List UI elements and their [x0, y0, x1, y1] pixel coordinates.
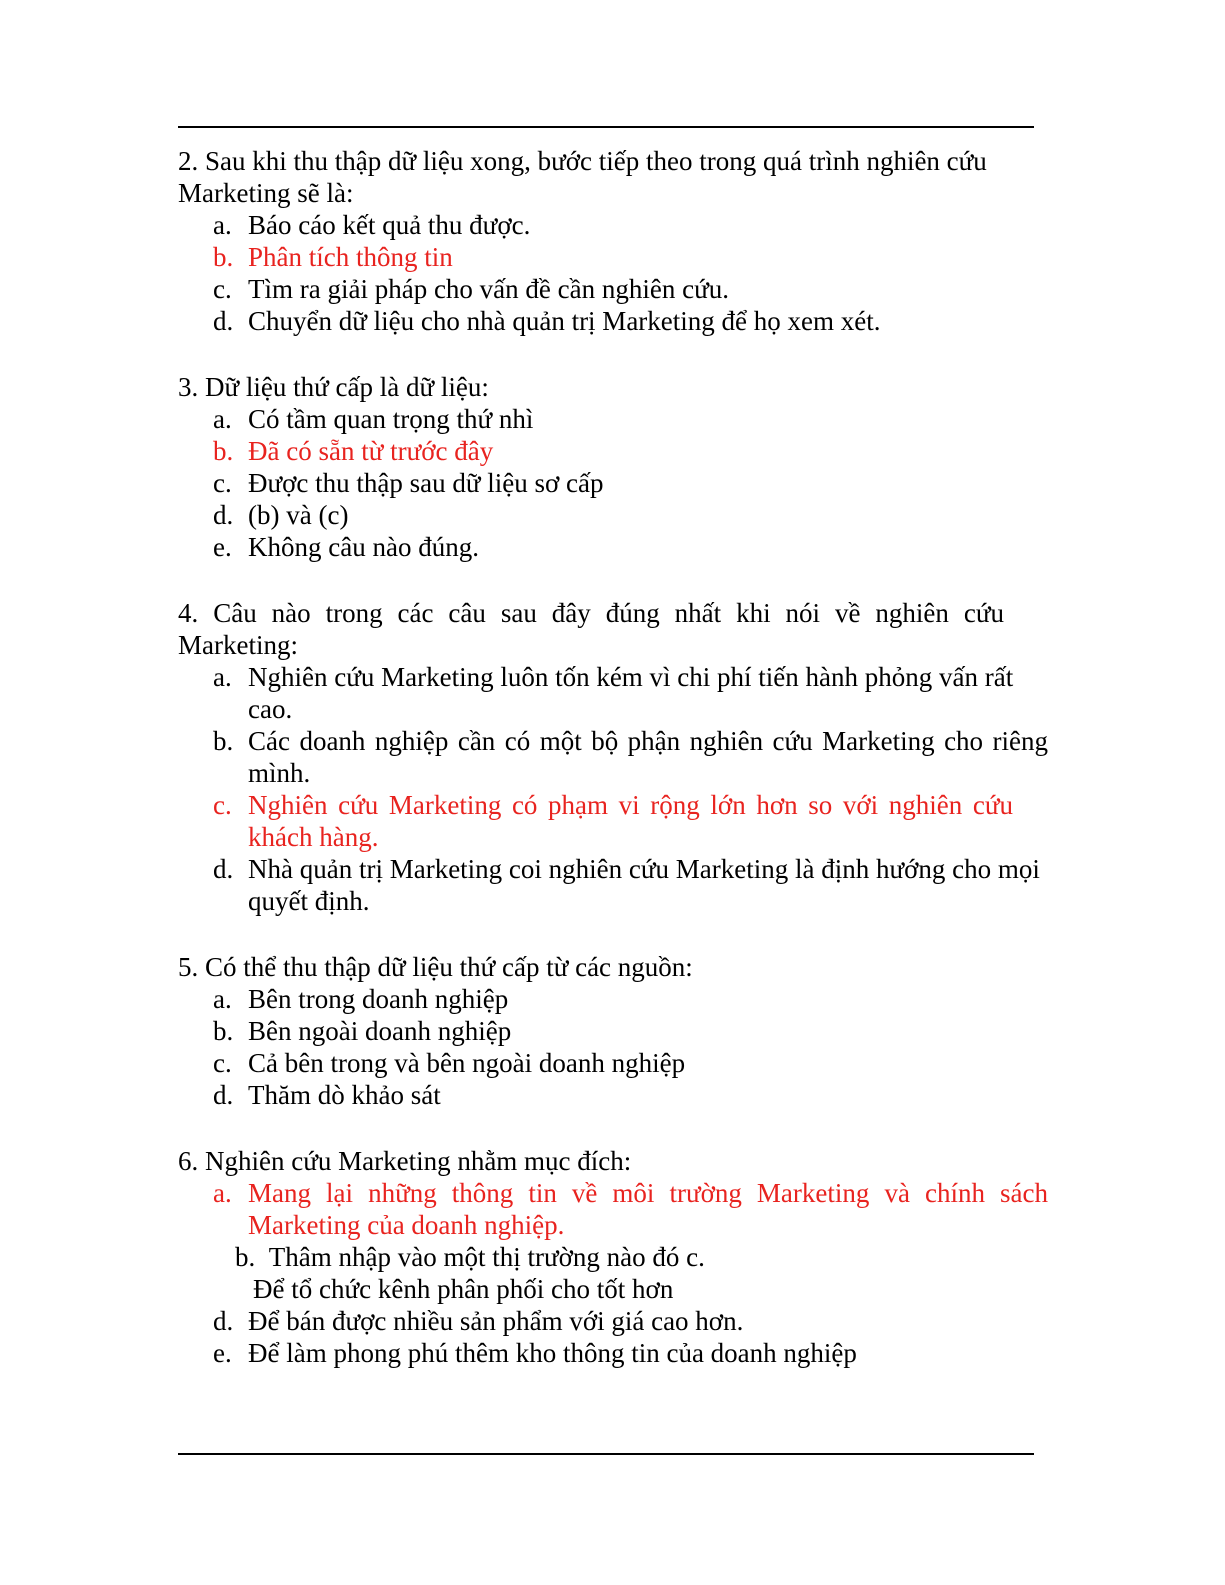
option-e: e. Không câu nào đúng. — [213, 532, 479, 562]
option-a: a. Có tầm quan trọng thứ nhì — [213, 404, 534, 434]
question-6 — [178, 1145, 1068, 1369]
option-b: b. Các doanh nghiệp cần có một bộ phận nghiên cứu Marketing cho riêng mình. — [213, 726, 1048, 788]
option-d: d. Thăm dò khảo sát — [213, 1080, 441, 1110]
question-2 — [178, 145, 1068, 337]
footer-rule — [178, 1453, 1034, 1455]
option-b: b. Thâm nhập vào một thị trường nào đó c. — [235, 1242, 705, 1272]
question-text: 4. Câu nào trong các câu sau đây đúng nhất khi nói về nghiên cứu Marketing: — [178, 598, 1004, 660]
option-d: d. (b) và (c) — [213, 500, 349, 530]
question-4 — [178, 597, 1068, 917]
question-3 — [178, 371, 1068, 563]
option-c: c. Được thu thập sau dữ liệu sơ cấp — [213, 468, 604, 498]
header-rule — [178, 126, 1034, 128]
option-a-correct: a. Mang lại những thông tin về môi trường Marketing và chính sách Marketing của doanh nghiệp. — [213, 1178, 1048, 1240]
option-a: a. Bên trong doanh nghiệp — [213, 984, 509, 1014]
option-d: d. Chuyển dữ liệu cho nhà quản trị Marketing để họ xem xét. — [213, 306, 881, 336]
option-c: c. Tìm ra giải pháp cho vấn đề cần nghiên cứu. — [213, 274, 729, 304]
option-d: d. Để bán được nhiều sản phẩm với giá cao hơn. — [213, 1306, 744, 1336]
option-a: a. Báo cáo kết quả thu được. — [213, 210, 531, 240]
option-d: d. Nhà quản trị Marketing coi nghiên cứu Marketing là định hướng cho mọi quyết định. — [213, 854, 1040, 916]
option-c-continuation: Để tổ chức kênh phân phối cho tốt hơn — [253, 1274, 674, 1304]
option-b-correct: b. Phân tích thông tin — [213, 242, 453, 272]
option-c-correct: c. Nghiên cứu Marketing có phạm vi rộng lớn hơn so với nghiên cứu khách hàng. — [213, 790, 1013, 852]
option-a: a. Nghiên cứu Marketing luôn tốn kém vì chi phí tiến hành phỏng vấn rất cao. — [213, 662, 1014, 724]
option-b-correct: b. Đã có sẵn từ trước đây — [213, 436, 494, 466]
question-text: 6. Nghiên cứu Marketing nhằm mục đích: — [178, 1146, 632, 1176]
question-text: 5. Có thể thu thập dữ liệu thứ cấp từ các nguồn: — [178, 952, 693, 982]
question-text: 2. Sau khi thu thập dữ liệu xong, bước tiếp theo trong quá trình nghiên cứu Marketing sẽ là: — [178, 146, 987, 208]
document-body — [178, 145, 1068, 1369]
question-5 — [178, 951, 1068, 1111]
option-b: b. Bên ngoài doanh nghiệp — [213, 1016, 512, 1046]
option-e: e. Để làm phong phú thêm kho thông tin của doanh nghiệp — [213, 1338, 857, 1368]
option-c: c. Cả bên trong và bên ngoài doanh nghiệp — [213, 1048, 686, 1078]
question-text: 3. Dữ liệu thứ cấp là dữ liệu: — [178, 372, 489, 402]
